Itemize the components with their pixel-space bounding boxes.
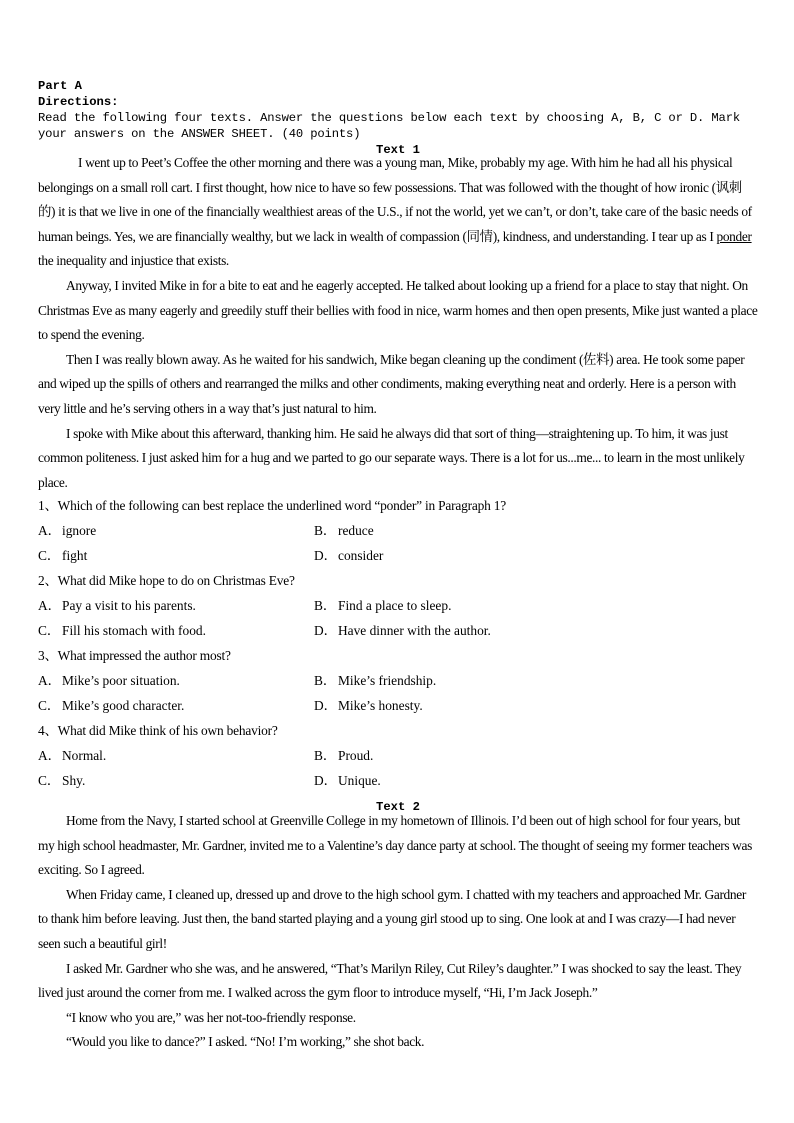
paragraph-text: the inequality and injustice that exists. — [38, 253, 229, 269]
underlined-word: ponder — [716, 228, 752, 244]
text2-paragraph-4: “I know who you are,” was her not-too-friendly response. — [66, 1009, 356, 1025]
option-letter: B． — [314, 673, 337, 688]
question-1-options-row-2 — [38, 543, 758, 568]
directions-label: Directions: — [38, 95, 119, 109]
option-text: Pay a visit to his parents. — [62, 598, 196, 613]
option-text: Find a place to sleep. — [338, 598, 452, 613]
option-letter: C． — [38, 548, 61, 563]
option-letter: A． — [38, 598, 62, 613]
option-letter: D． — [314, 773, 338, 788]
question-1-option-c[interactable] — [38, 543, 87, 568]
option-letter: C． — [38, 773, 61, 788]
option-letter: D． — [314, 548, 338, 563]
question-2-option-d[interactable] — [314, 618, 491, 643]
option-letter: B． — [314, 598, 337, 613]
question-3-option-c[interactable] — [38, 693, 184, 718]
option-text: Mike’s friendship. — [338, 673, 437, 688]
question-3-options-row-2 — [38, 693, 758, 718]
option-letter: D． — [314, 698, 338, 713]
question-1-stem: 1、Which of the following can best replace the underlined word “ponder” in Paragraph 1? — [38, 498, 507, 513]
question-4-options-row-2 — [38, 768, 758, 793]
text1-title: Text 1 — [376, 143, 420, 157]
option-letter: C． — [38, 623, 61, 638]
option-letter: A． — [38, 523, 62, 538]
option-text: Normal. — [62, 748, 107, 763]
question-1-options-row-1 — [38, 518, 758, 543]
option-letter: A． — [38, 748, 62, 763]
option-text: Shy. — [62, 773, 86, 788]
option-letter: B． — [314, 523, 337, 538]
question-4-stem: 4、What did Mike think of his own behavior? — [38, 723, 278, 738]
question-4-option-b[interactable] — [314, 743, 373, 768]
option-letter: B． — [314, 748, 337, 763]
directions-text: Read the following four texts. Answer the questions below each text by choosing A, B, C or D. Mark your answers on the ANSWER SHEET. (40 points) — [38, 111, 741, 141]
option-text: Fill his stomach with food. — [62, 623, 206, 638]
part-heading: Part A — [38, 79, 82, 93]
text1-paragraph-4: I spoke with Mike about this afterward, thanking him. He said he always did that sort of thing—straightening up. To him, it was just common politeness. I just asked him for a hug and we parted to go our separate ways. There is a lot for us...me... to learn in the most unlikely place. — [38, 425, 745, 490]
option-text: Mike’s honesty. — [338, 698, 423, 713]
option-text: fight — [62, 548, 88, 563]
option-text: ignore — [62, 523, 97, 538]
question-2-options-row-2 — [38, 618, 758, 643]
question-3-options-row-1 — [38, 668, 758, 693]
question-4-option-a[interactable] — [38, 743, 106, 768]
paragraph-text: I went up to Peet’s Coffee the other morning and there was a young man, Mike, probably my age. With him he had all his physical belongings on a small roll cart. I first thought, how nice to have so few possessions. That was followed with the thought of how ironic (讽刺的) it is that we live in one of the financially wealthiest areas of the U.S., if not the world, yet we can’t, or don’t, take care of the basic needs of human beings. Yes, we are financially wealthy, but we lack in wealth of compassion (同情), kindness, and understanding. I tear up as I — [38, 155, 752, 244]
question-1-option-b[interactable] — [314, 518, 374, 543]
text1-paragraph-3: Then I was really blown away. As he waited for his sandwich, Mike began cleaning up the condiment (佐料) area. He took some paper and wiped up the spills of others and rearranged the milks and other condiments, making everything neat and orderly. Here is a person with very little and he’s serving others in a way that’s just natural to him. — [38, 351, 745, 416]
question-3-option-b[interactable] — [314, 668, 436, 693]
question-4-option-c[interactable] — [38, 768, 85, 793]
option-text: Have dinner with the author. — [338, 623, 491, 638]
option-text: Mike’s good character. — [62, 698, 185, 713]
option-letter: C． — [38, 698, 61, 713]
question-1-option-a[interactable] — [38, 518, 96, 543]
question-2-stem: 2、What did Mike hope to do on Christmas Eve? — [38, 573, 295, 588]
question-2-option-a[interactable] — [38, 593, 196, 618]
text2-paragraph-2: When Friday came, I cleaned up, dressed up and drove to the high school gym. I chatted with my teachers and approached Mr. Gardner to thank him before leaving. Just then, the band started playing and a young girl stood up to sing. One look at and I was crazy—I had never seen such a beautiful girl! — [38, 886, 746, 951]
option-text: Unique. — [338, 773, 381, 788]
question-4-options-row-1 — [38, 743, 758, 768]
question-3-option-a[interactable] — [38, 668, 180, 693]
question-4-option-d[interactable] — [314, 768, 381, 793]
option-text: reduce — [338, 523, 374, 538]
text2-title: Text 2 — [376, 800, 420, 814]
option-letter: A． — [38, 673, 62, 688]
option-text: Mike’s poor situation. — [62, 673, 180, 688]
question-3-option-d[interactable] — [314, 693, 423, 718]
question-2-options-row-1 — [38, 593, 758, 618]
text1-passage — [38, 151, 758, 495]
question-2-option-b[interactable] — [314, 593, 451, 618]
option-text: consider — [338, 548, 384, 563]
text2-passage — [38, 809, 758, 1055]
text1-questions — [38, 493, 758, 793]
question-3-stem: 3、What impressed the author most? — [38, 648, 231, 663]
text2-paragraph-5: “Would you like to dance?” I asked. “No! I’m working,” she shot back. — [66, 1034, 425, 1050]
option-text: Proud. — [338, 748, 374, 763]
text2-paragraph-1: Home from the Navy, I started school at Greenville College in my hometown of Illinois. I’d been out of high school for four years, but my high school headmaster, Mr. Gardner, invited me to a Valentine’s day dance party at school. The thought of seeing my former teachers was exciting. So I agreed. — [38, 813, 752, 878]
option-letter: D． — [314, 623, 338, 638]
text1-paragraph-1 — [38, 151, 758, 274]
question-1-option-d[interactable] — [314, 543, 383, 568]
text1-paragraph-2: Anyway, I invited Mike in for a bite to eat and he eagerly accepted. He talked about looking up a friend for a place to stay that night. On Christmas Eve as many eagerly and greedily stuff their bellies with food in nice, warm homes and then open presents, Mike just wanted a place to spend the evening. — [38, 277, 758, 343]
question-2-option-c[interactable] — [38, 618, 206, 643]
text2-paragraph-3: I asked Mr. Gardner who she was, and he answered, “That’s Marilyn Riley, Cut Riley’s daughter.” I was shocked to say the least. They lived just around the corner from me. I walked across the gym floor to introduce myself, “Hi, I’m Jack Joseph.” — [38, 960, 742, 1001]
